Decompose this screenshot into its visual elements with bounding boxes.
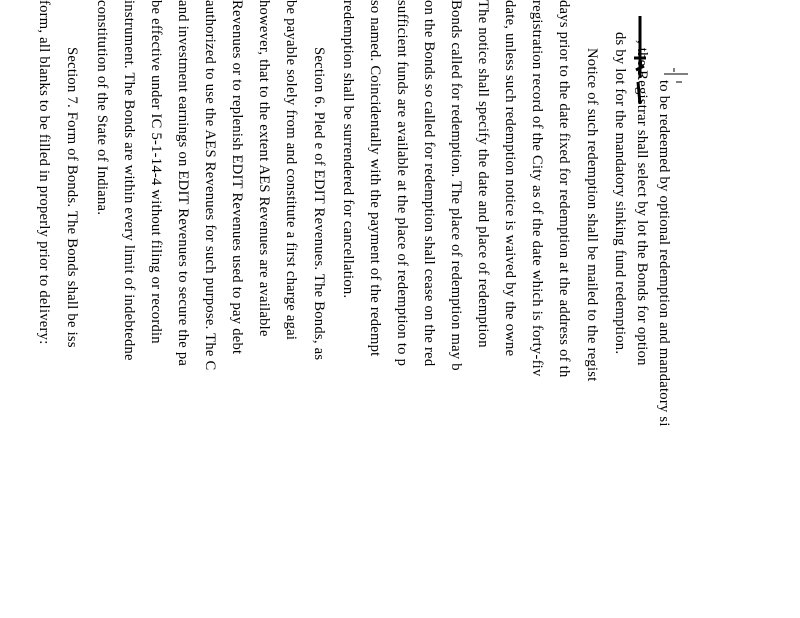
text-line: The notice shall specify the date and place of redemption	[475, 0, 491, 348]
text-line: instrument. The Bonds are within every limit of indebtedne	[121, 0, 137, 361]
text-line: form, all blanks to be filled in properly prior to delivery:	[36, 0, 52, 345]
text-line: however, that to the extent AES Revenues are available	[256, 0, 272, 337]
text-line: constitution of the State of Indiana.	[94, 0, 110, 216]
text-line: registration record of the City as of the date which is forty-fiv	[529, 0, 545, 377]
text-line: and investment earnings on EDIT Revenues to secure the pa	[175, 0, 191, 367]
rotated-scan	[36, 0, 700, 618]
text-line: Revenues or to replenish EDIT Revenues used to pay debt	[229, 0, 245, 355]
text-line: Section 7. Form of Bonds. The Bonds shall be iss	[64, 47, 80, 348]
text-line: be payable solely from and constitute a first charge agai	[283, 0, 299, 341]
text-line: on the Bonds so called for redemption shall cease on the red	[421, 0, 437, 367]
text-line: authorized to use the AES Revenues for such purpose. The C	[202, 0, 218, 371]
text-line: sufficient funds are available at the place of redemption to p	[394, 0, 410, 367]
text-line: , the Registrar shall select by lot the Bonds for option	[634, 40, 650, 366]
text-line: Section 6. Pled e of EDIT Revenues. The Bonds, as	[311, 47, 327, 361]
text-line: Notice of such redemption shall be mailed to the regist	[584, 48, 600, 382]
text-line: Bonds called for redemption. The place of redemption may b	[448, 0, 464, 371]
text-line: so named. Coincidentally with the payment of the redempt	[367, 0, 383, 357]
text-line: to be redeemed by optional redemption and mandatory si	[656, 80, 672, 427]
text-line: be effective under IC 5-1-14-4 without filing or recordin	[148, 0, 164, 344]
text-line: redemption shall be surrendered for cancellation.	[340, 0, 356, 299]
text-line: ds by lot for the mandatory sinking fund redemption.	[612, 32, 628, 355]
text-line: date, unless such redemption notice is waived by the owne	[502, 0, 518, 357]
document-body	[36, 0, 700, 618]
text-line: days prior to the date fixed for redemption at the address of th	[556, 0, 572, 378]
